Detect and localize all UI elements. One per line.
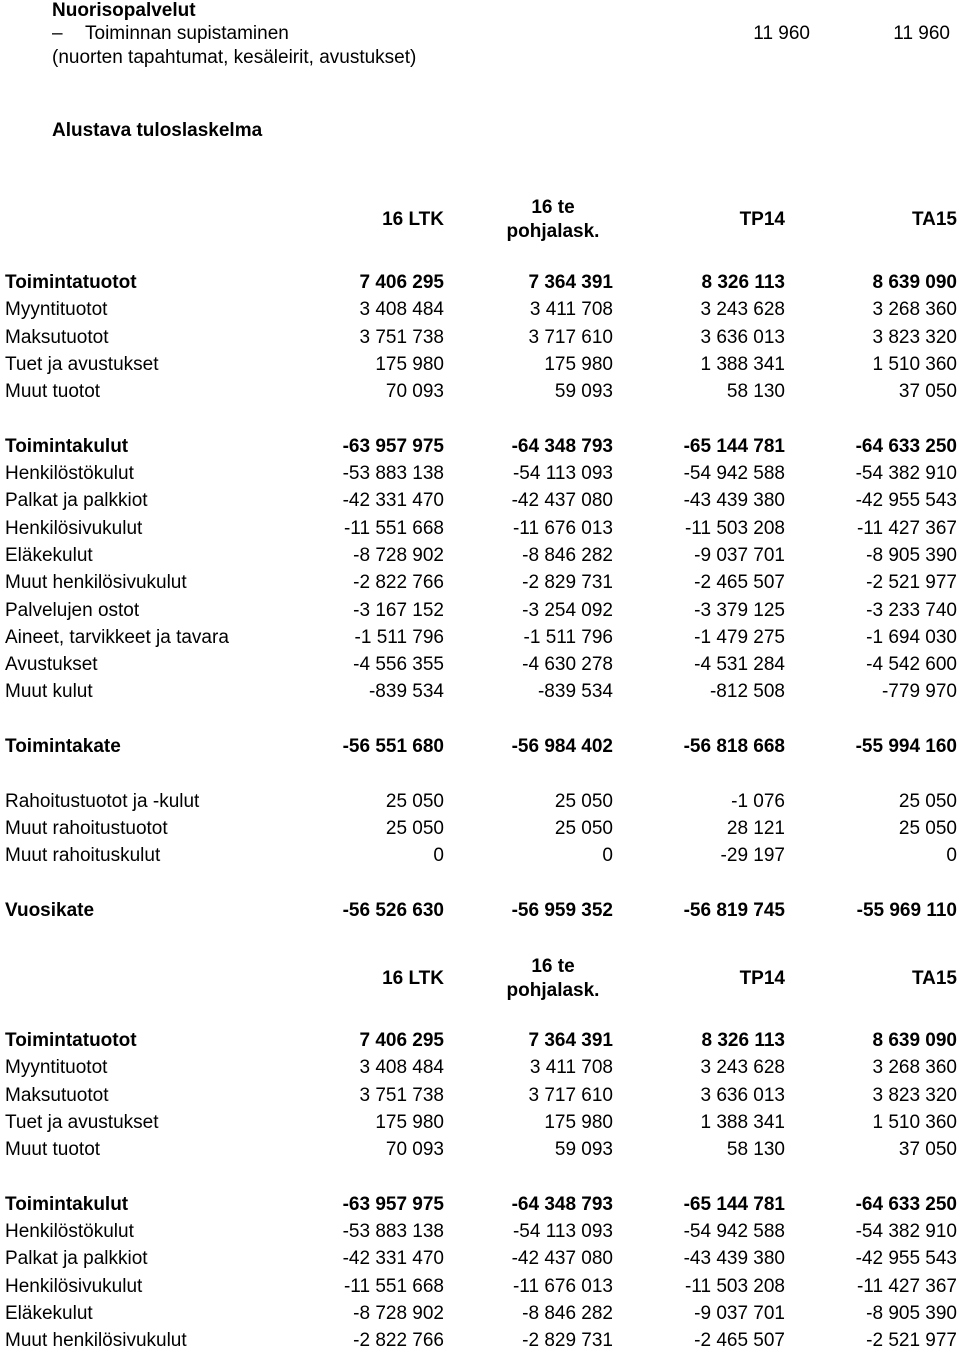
- row-label: Vuosikate: [5, 899, 95, 921]
- cell-value: -53 883 138: [342, 1221, 444, 1243]
- cell-value: -11 427 367: [856, 1275, 957, 1297]
- cell-value: -11 551 668: [343, 1275, 444, 1297]
- cell-value: 3 636 013: [700, 1084, 785, 1106]
- cell-value: -4 531 284: [694, 654, 785, 676]
- cell-value: 8 326 113: [701, 272, 785, 293]
- table-row: [5, 733, 957, 760]
- col-header-16-ltk: 16 LTK: [382, 209, 444, 230]
- cell-value: -1 076: [731, 790, 785, 812]
- row-label: Henkilöstökulut: [5, 463, 134, 485]
- cell-value: -8 905 390: [866, 544, 957, 566]
- cell-value: -2 521 977: [866, 572, 957, 594]
- cell-value: 3 823 320: [872, 1084, 957, 1106]
- table-row: [5, 651, 957, 678]
- table-row: [5, 1136, 957, 1163]
- table-header-2: [5, 953, 957, 1003]
- cell-value: -63 957 975: [342, 435, 444, 457]
- row-label: Myyntituotot: [5, 299, 108, 321]
- row-label: Eläkekulut: [5, 1302, 93, 1324]
- cell-value: 3 636 013: [700, 326, 785, 348]
- cell-value: -64 348 793: [511, 1193, 613, 1215]
- savings-item-value-1: 11 960: [753, 23, 810, 44]
- dash-bullet-icon: –: [52, 23, 63, 44]
- row-label: Palvelujen ostot: [5, 599, 140, 621]
- col-header-16-te-line1: 16 te: [531, 956, 575, 977]
- cell-value: 28 121: [726, 817, 785, 839]
- row-label: Tuet ja avustukset: [5, 1111, 159, 1133]
- cell-value: -56 819 745: [683, 899, 785, 921]
- cell-value: -54 942 588: [683, 1221, 785, 1243]
- table-row: [5, 433, 957, 460]
- cell-value: -839 534: [368, 681, 444, 703]
- table-row: [5, 569, 957, 596]
- cell-value: 37 050: [898, 1139, 957, 1161]
- cell-value: -1 694 030: [866, 626, 957, 648]
- row-label: Muut rahoituskulut: [5, 845, 161, 867]
- row-label: Muut rahoitustuotot: [5, 817, 168, 839]
- cell-value: -2 829 731: [522, 572, 613, 594]
- cell-value: -56 984 402: [511, 736, 613, 758]
- row-label: Muut henkilösivukulut: [5, 1330, 187, 1352]
- cell-value: -54 382 910: [855, 1221, 957, 1243]
- row-label: Muut tuotot: [5, 381, 101, 403]
- col-header-ta15: TA15: [911, 968, 957, 989]
- row-label: Toimintakulut: [5, 435, 129, 457]
- table-row: [5, 324, 957, 351]
- table-row: [5, 842, 957, 869]
- cell-value: 0: [602, 845, 613, 867]
- cell-value: -65 144 781: [683, 1193, 785, 1215]
- row-label: Henkilösivukulut: [5, 1275, 143, 1297]
- cell-value: 3 411 708: [529, 1057, 613, 1079]
- cell-value: 37 050: [898, 381, 957, 403]
- col-header-16-te-line2: pohjalask.: [506, 221, 600, 242]
- cell-value: -42 955 543: [855, 1248, 957, 1270]
- cell-value: 25 050: [898, 790, 957, 812]
- cell-value: 59 093: [554, 1139, 613, 1161]
- cell-value: 3 823 320: [872, 326, 957, 348]
- cell-value: 3 268 360: [872, 1057, 957, 1079]
- cell-value: -11 676 013: [512, 517, 613, 539]
- cell-value: -65 144 781: [683, 435, 785, 457]
- col-header-tp14: TP14: [739, 209, 785, 230]
- cell-value: 3 268 360: [872, 299, 957, 321]
- cell-value: -64 348 793: [511, 435, 613, 457]
- cell-value: -8 728 902: [353, 1302, 444, 1324]
- cell-value: -42 437 080: [511, 490, 613, 512]
- cell-value: -42 437 080: [511, 1248, 613, 1270]
- cell-value: -54 113 093: [512, 463, 613, 485]
- cell-value: -3 254 092: [522, 599, 613, 621]
- col-header-ta15: TA15: [911, 209, 957, 230]
- cell-value: -55 994 160: [855, 736, 957, 758]
- table-row: [5, 815, 957, 842]
- cell-value: -4 542 600: [866, 654, 957, 676]
- cell-value: -2 465 507: [694, 1330, 785, 1352]
- col-header-tp14: TP14: [739, 968, 785, 989]
- cell-value: 3 408 484: [359, 299, 444, 321]
- cell-value: -4 556 355: [353, 654, 444, 676]
- cell-value: -29 197: [720, 845, 785, 867]
- cell-value: -11 427 367: [856, 517, 957, 539]
- table-row: [5, 378, 957, 405]
- cell-value: -2 822 766: [353, 1330, 444, 1352]
- cell-value: -54 382 910: [855, 463, 957, 485]
- cell-value: 1 510 360: [872, 353, 957, 375]
- table-row: [5, 597, 957, 624]
- cell-value: -54 942 588: [683, 463, 785, 485]
- cell-value: 3 717 610: [528, 1084, 613, 1106]
- row-label: Palkat ja palkkiot: [5, 1248, 148, 1270]
- row-label: Muut tuotot: [5, 1139, 101, 1161]
- table-row: [5, 897, 957, 924]
- cell-value: -4 630 278: [522, 654, 613, 676]
- cell-value: 7 406 295: [359, 1030, 444, 1051]
- cell-value: -8 728 902: [353, 544, 444, 566]
- col-header-16-te: [493, 955, 613, 1003]
- row-label: Muut henkilösivukulut: [5, 572, 187, 594]
- table-row: [5, 1245, 957, 1272]
- cell-value: 3 243 628: [700, 1057, 785, 1079]
- cell-value: 3 243 628: [700, 299, 785, 321]
- row-spacer: [5, 706, 957, 733]
- cell-value: -812 508: [709, 681, 785, 703]
- cell-value: -54 113 093: [512, 1221, 613, 1243]
- cell-value: 3 717 610: [528, 326, 613, 348]
- cell-value: 7 364 391: [528, 272, 613, 293]
- cell-value: 7 406 295: [359, 272, 444, 293]
- row-spacer: [5, 405, 957, 432]
- cell-value: -11 503 208: [684, 1275, 785, 1297]
- table-row: [5, 1082, 957, 1109]
- savings-item: [52, 23, 950, 45]
- row-label: Maksutuotot: [5, 326, 109, 348]
- row-spacer: [5, 1163, 957, 1190]
- table-row: [5, 296, 957, 323]
- cell-value: 3 411 708: [529, 299, 613, 321]
- col-header-16-te-line1: 16 te: [531, 197, 575, 218]
- cell-value: -43 439 380: [683, 490, 785, 512]
- table-row: [5, 678, 957, 705]
- cell-value: 70 093: [385, 381, 444, 403]
- cell-value: -42 331 470: [342, 490, 444, 512]
- cell-value: -9 037 701: [694, 1302, 785, 1324]
- row-label: Tuet ja avustukset: [5, 353, 159, 375]
- col-header-16-ltk: 16 LTK: [382, 968, 444, 989]
- table-row: [5, 1191, 957, 1218]
- cell-value: 70 093: [385, 1139, 444, 1161]
- cell-value: -56 526 630: [342, 899, 444, 921]
- table-row: [5, 1027, 957, 1054]
- table-row: [5, 269, 957, 296]
- row-label: Toimintatuotot: [5, 272, 137, 293]
- cell-value: 175 980: [544, 1111, 613, 1133]
- cell-value: -11 551 668: [343, 517, 444, 539]
- cell-value: 25 050: [554, 790, 613, 812]
- cell-value: -779 970: [881, 681, 957, 703]
- cell-value: 0: [433, 845, 444, 867]
- cell-value: -9 037 701: [694, 544, 785, 566]
- cell-value: 175 980: [375, 353, 444, 375]
- cell-value: 8 639 090: [872, 1030, 957, 1051]
- table-row: [5, 1218, 957, 1245]
- row-label: Toimintakulut: [5, 1193, 129, 1215]
- cell-value: -63 957 975: [342, 1193, 444, 1215]
- col-header-16-te-line2: pohjalask.: [506, 980, 600, 1001]
- row-label: Palkat ja palkkiot: [5, 490, 148, 512]
- table-row: [5, 515, 957, 542]
- table-row: [5, 788, 957, 815]
- cell-value: 175 980: [544, 353, 613, 375]
- cell-value: -8 846 282: [522, 1302, 613, 1324]
- row-label: Aineet, tarvikkeet ja tavara: [5, 626, 229, 648]
- cell-value: -1 511 796: [523, 626, 613, 648]
- cell-value: -2 521 977: [866, 1330, 957, 1352]
- cell-value: 59 093: [554, 381, 613, 403]
- cell-value: 175 980: [375, 1111, 444, 1133]
- table-row: [5, 351, 957, 378]
- row-spacer: [5, 760, 957, 787]
- cell-value: -64 633 250: [855, 435, 957, 457]
- savings-item-value-2: 11 960: [893, 23, 950, 44]
- cell-value: -64 633 250: [855, 1193, 957, 1215]
- row-label: Eläkekulut: [5, 544, 93, 566]
- cell-value: 7 364 391: [528, 1030, 613, 1051]
- row-label: Henkilöstökulut: [5, 1221, 134, 1243]
- cell-value: -3 167 152: [353, 599, 444, 621]
- table-row: [5, 542, 957, 569]
- cell-value: -43 439 380: [683, 1248, 785, 1270]
- row-label: Maksutuotot: [5, 1084, 109, 1106]
- cell-value: -56 551 680: [342, 736, 444, 758]
- savings-item-detail: (nuorten tapahtumat, kesäleirit, avustukset): [52, 47, 417, 68]
- cell-value: 3 751 738: [359, 1084, 444, 1106]
- row-label: Rahoitustuotot ja -kulut: [5, 790, 200, 812]
- row-label: Henkilösivukulut: [5, 517, 143, 539]
- table-row: [5, 1300, 957, 1327]
- col-header-16-te: [493, 196, 613, 244]
- row-spacer: [5, 870, 957, 897]
- cell-value: -1 479 275: [694, 626, 785, 648]
- table-row: [5, 487, 957, 514]
- cell-value: -8 905 390: [866, 1302, 957, 1324]
- cell-value: -3 233 740: [866, 599, 957, 621]
- table-row: [5, 1273, 957, 1300]
- cell-value: 25 050: [385, 790, 444, 812]
- table-row: [5, 1054, 957, 1081]
- cell-value: -56 818 668: [683, 736, 785, 758]
- cell-value: 1 388 341: [700, 1111, 785, 1133]
- table-header-1: [5, 194, 957, 244]
- cell-value: -2 822 766: [353, 572, 444, 594]
- cell-value: -3 379 125: [694, 599, 785, 621]
- cell-value: 3 751 738: [359, 326, 444, 348]
- cell-value: 0: [946, 845, 957, 867]
- cell-value: 3 408 484: [359, 1057, 444, 1079]
- cell-value: -1 511 796: [354, 626, 444, 648]
- cell-value: -56 959 352: [511, 899, 613, 921]
- cell-value: 25 050: [898, 817, 957, 839]
- income-statement-title: Alustava tuloslaskelma: [52, 120, 263, 141]
- cell-value: -55 969 110: [856, 899, 957, 921]
- row-label: Myyntituotot: [5, 1057, 108, 1079]
- cell-value: 8 639 090: [872, 272, 957, 293]
- cell-value: -11 676 013: [512, 1275, 613, 1297]
- income-statement-table-1: [5, 269, 957, 924]
- row-label: Avustukset: [5, 654, 98, 676]
- row-label: Toimintatuotot: [5, 1030, 137, 1051]
- table-row: [5, 460, 957, 487]
- cell-value: -11 503 208: [684, 517, 785, 539]
- table-row: [5, 1109, 957, 1136]
- cell-value: 1 510 360: [872, 1111, 957, 1133]
- section-heading: Nuorisopalvelut: [52, 0, 196, 21]
- cell-value: 58 130: [726, 1139, 785, 1161]
- row-label: Muut kulut: [5, 681, 93, 703]
- cell-value: -53 883 138: [342, 463, 444, 485]
- cell-value: -8 846 282: [522, 544, 613, 566]
- cell-value: 25 050: [385, 817, 444, 839]
- table-row: [5, 624, 957, 651]
- row-label: Toimintakate: [5, 736, 121, 758]
- cell-value: 58 130: [726, 381, 785, 403]
- income-statement-table-2: [5, 1027, 957, 1355]
- cell-value: -839 534: [537, 681, 613, 703]
- table-row: [5, 1327, 957, 1354]
- cell-value: 1 388 341: [700, 353, 785, 375]
- cell-value: -2 829 731: [522, 1330, 613, 1352]
- cell-value: -42 331 470: [342, 1248, 444, 1270]
- cell-value: -2 465 507: [694, 572, 785, 594]
- cell-value: 8 326 113: [701, 1030, 785, 1051]
- savings-item-label: Toiminnan supistaminen: [85, 23, 289, 44]
- cell-value: 25 050: [554, 817, 613, 839]
- cell-value: -42 955 543: [855, 490, 957, 512]
